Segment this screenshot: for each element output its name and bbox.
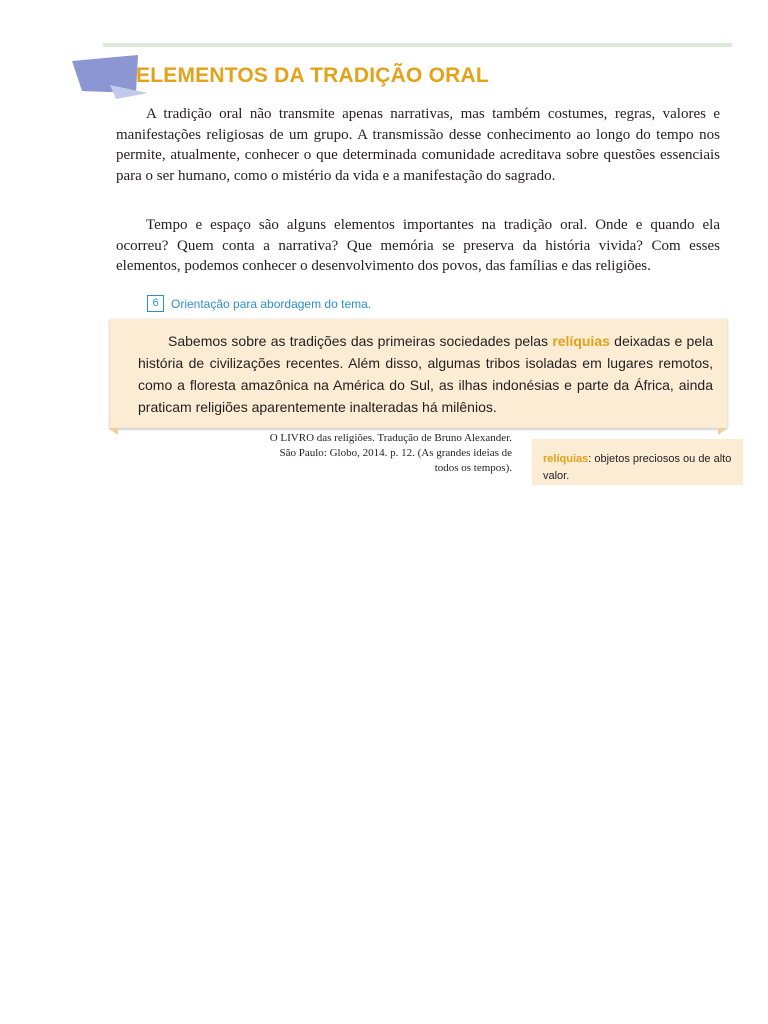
source-line-3: todos os tempos). <box>434 462 512 474</box>
quote-keyword: relíquias <box>552 333 610 349</box>
quote-fold-left <box>108 428 118 435</box>
top-rule <box>103 43 732 47</box>
glossary-box <box>532 439 743 485</box>
quote-text <box>138 330 713 418</box>
paragraph-1: A tradição oral não transmite apenas narrativas, mas também costumes, regras, valores e manifestações religiosas de um grupo. A transmissão desse conhecimento ao longo do tempo nos permite, atualmente, conhecer o que determinada comunidade acreditava sobre questões essenciais para o ser humano, como o mistério da vida e a manifestação do sagrado. <box>116 106 720 184</box>
paragraph-2: Tempo e espaço são alguns elementos importantes na tradição oral. Onde e quando ela ocorreu? Quem conta a narrativa? Que memória se preserva da história vivida? Com esses elementos, podemos conhecer o desenvolvimento dos povos, das famílias e das religiões. <box>116 217 720 274</box>
source-line-1: O LIVRO das religiões. Tradução de Bruno Alexander. <box>269 432 512 444</box>
orientation-text: Orientação para abordagem do tema. <box>171 296 372 311</box>
section-title: ELEMENTOS DA TRADIÇÃO ORAL <box>136 64 489 87</box>
glossary-term: relíquias <box>543 453 589 465</box>
orientation-number: 6 <box>147 295 164 312</box>
glossary-definition: : objetos preciosos ou de alto valor. <box>543 453 732 482</box>
quote-before: Sabemos sobre as tradições das primeiras sociedades pelas <box>168 333 553 349</box>
glossary-text <box>532 439 743 485</box>
source-line-2: São Paulo: Globo, 2014. p. 12. (As grandes ideias de <box>279 447 512 459</box>
orientation-note[interactable] <box>147 295 371 312</box>
quote-after: deixadas e pela história de civilizações recentes. Além disso, algumas tribos isoladas em lugares remotos, como a floresta amazônica na América do Sul, as ilhas indonésias e parte da África, ainda praticam religiões aparentemente inalteradas há milênios. <box>138 333 713 415</box>
quote-fold-right <box>718 428 728 435</box>
quote-box <box>110 319 727 428</box>
quote-source <box>214 431 512 476</box>
